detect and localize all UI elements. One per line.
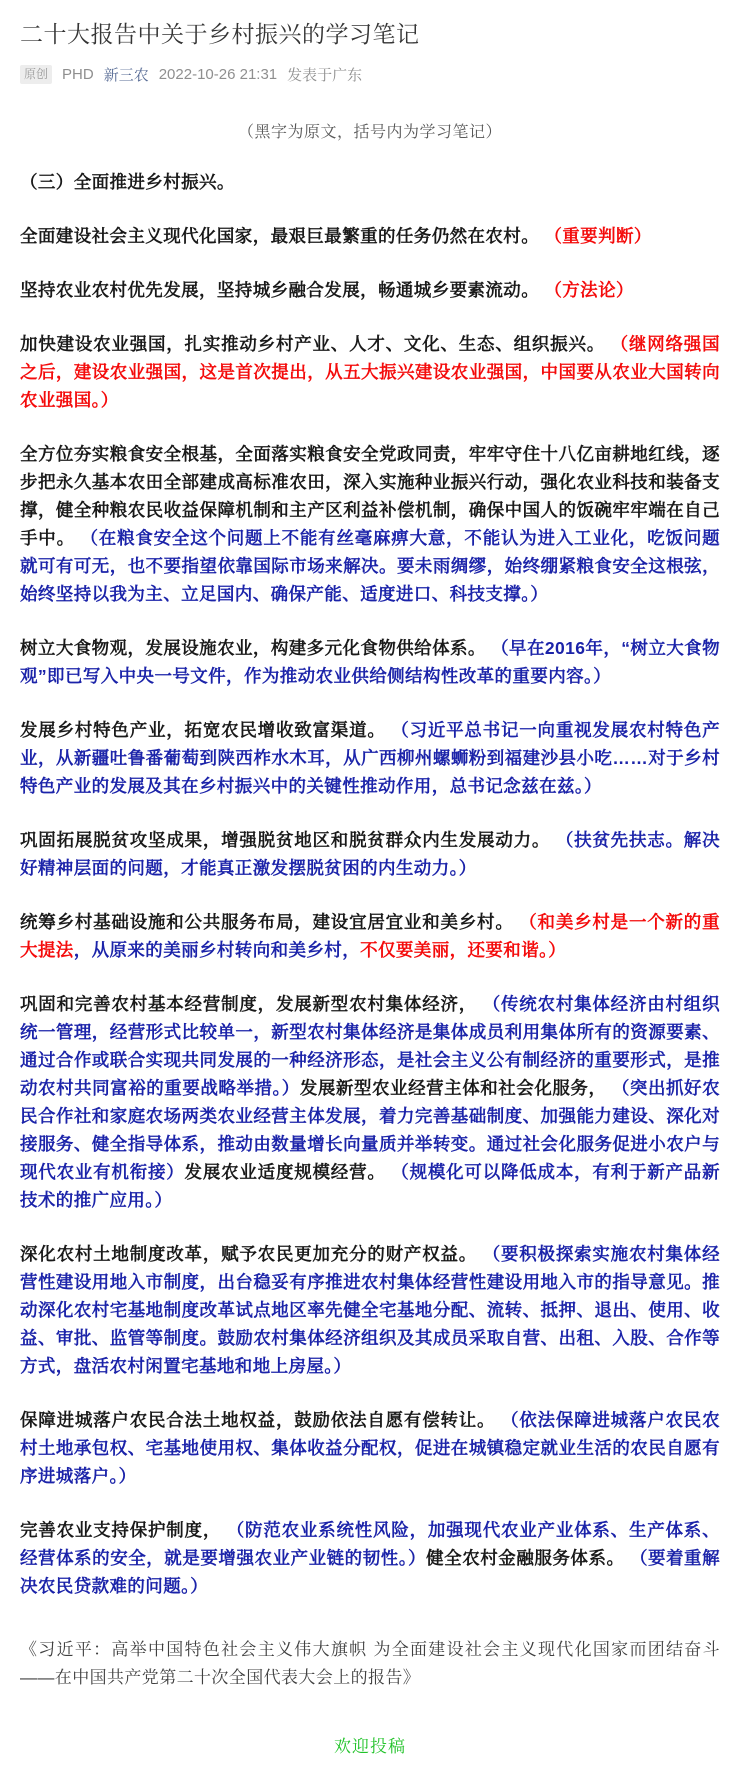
text-segment-black: 巩固拓展脱贫攻坚成果，增强脱贫地区和脱贫群众内生发展动力。: [20, 830, 551, 851]
paragraph: [20, 826, 720, 882]
paragraph: [20, 1406, 720, 1490]
publish-location: 发表于广东: [287, 67, 363, 85]
paragraph: [20, 634, 720, 690]
text-segment-blue: （扶贫先扶志。解决好精神层面的问题，才能真正激发摆脱贫困的内生动力。）: [20, 830, 720, 879]
text-segment-black: 全面建设社会主义现代化国家，最艰巨最繁重的任务仍然在农村。: [20, 226, 540, 247]
author-name: PHD: [62, 66, 94, 84]
article-body: [20, 168, 720, 1600]
paragraph: [20, 990, 720, 1214]
text-segment-blue: （在粮食安全这个问题上不能有丝毫麻痹大意，不能认为进入工业化，吃饭问题就可有可无，也不要指望依靠国际市场来解决。要未雨绸缪，始终绷紧粮食安全这根弦，始终坚持以我为主、立足国内、确保产能、适度进口、科技支撑。）: [20, 528, 721, 605]
paragraph: [20, 1240, 720, 1380]
footer: [20, 1732, 720, 1757]
text-segment-blue: （防范农业系统性风险，加强现代农业产业体系、生产体系、经营体系的安全，就是要增强农业产业链的韧性。）: [20, 1520, 720, 1569]
paragraph: [20, 440, 720, 608]
text-segment-blue: （早在2016年，“树立大食物观”即已写入中央一号文件，作为推动农业供给侧结构性改革的重要内容。）: [20, 638, 720, 687]
text-segment-red: （继网络强国之后，建设农业强国，这是首次提出，从五大振兴建设农业强国，中国要从农业大国转向农业强国。）: [20, 334, 720, 411]
submit-link[interactable]: 欢迎投稿: [334, 1737, 406, 1757]
text-segment-blue: （要着重解决农民贷款难的问题。）: [20, 1548, 720, 1597]
text-segment-black: 全方位夯实粮食安全根基，全面落实粮食安全党政同责，牢牢守住十八亿亩耕地红线，逐步把永久基本农田全部建成高标准农田，深入实施种业振兴行动，强化农业科技和装备支撑，健全种粮农民收益保障机制和主产区利益补偿机制，确保中国人的饭碗牢牢端在自己手中。: [20, 444, 720, 549]
text-segment-black: 巩固和完善农村基本经营制度，发展新型农村集体经济，: [20, 994, 478, 1015]
text-segment-black: 保障进城落户农民合法土地权益，鼓励依法自愿有偿转让。: [20, 1410, 496, 1431]
text-segment-blue: （依法保障进城落户农民农村土地承包权、宅基地使用权、集体收益分配权，促进在城镇稳定就业生活的农民自愿有序进城落户。）: [20, 1410, 720, 1487]
note-hint: （黑字为原文，括号内为学习笔记）: [237, 124, 502, 142]
paragraph: [20, 716, 720, 800]
text-segment-black: 发展乡村特色产业，拓宽农民增收致富渠道。: [20, 720, 386, 741]
text-segment-black: 加快建设农业强国，扎实推动乡村产业、人才、文化、生态、组织振兴。: [20, 334, 606, 355]
citation: 《习近平：高举中国特色社会主义伟大旗帜 为全面建设社会主义现代化国家而团结奋斗——在中国共产党第二十次全国代表大会上的报告》: [20, 1640, 720, 1688]
text-segment-black: 统筹乡村基础设施和公共服务布局，建设宜居宜业和美乡村。: [20, 912, 514, 933]
paragraph: [20, 168, 720, 196]
text-segment-blue: （传统农村集体经济由村组织统一管理，经营形式比较单一，新型农村集体经济是集体成员利用集体所有的资源要素、通过合作或联合实现共同发展的一种经济形态，是社会主义公有制经济的重要形式，是推动农村共同富裕的重要战略举措。）: [20, 994, 720, 1099]
text-segment-black: 健全农村金融服务体系。: [426, 1548, 625, 1569]
text-segment-black: 发展农业适度规模经营。: [184, 1162, 386, 1183]
text-segment-black: 深化农村土地制度改革，赋予农民更加充分的财产权益。: [20, 1244, 478, 1265]
paragraph: [20, 222, 720, 250]
text-segment-black: （三）全面推进乡村振兴。: [20, 172, 235, 193]
text-segment-blue: （要积极探索实施农村集体经营性建设用地入市制度，出台稳妥有序推进农村集体经营性建设用地入市的指导意见。推动深化农村宅基地制度改革试点地区率先健全宅基地分配、流转、抵押、退出、使用、收益、审批、监管等制度。鼓励农村集体经济组织及其成员采取自营、出租、入股、合作等方式，盘活农村闲置宅基地和地上房屋。）: [20, 1244, 720, 1377]
page-title: 二十大报告中关于乡村振兴的学习笔记: [20, 21, 420, 47]
paragraph: [20, 330, 720, 414]
text-segment-blue: ，从原来的美丽乡村转向和美乡村，: [73, 940, 361, 961]
text-segment-black: 坚持农业农村优先发展，坚持城乡融合发展，畅通城乡要素流动。: [20, 280, 540, 301]
paragraph: [20, 908, 720, 964]
text-segment-red: 不仅要美丽，还要和谐。）: [360, 940, 567, 961]
text-segment-black: 树立大食物观，发展设施农业，构建多元化食物供给体系。: [20, 638, 486, 659]
text-segment-blue: （习近平总书记一向重视发展农村特色产业，从新疆吐鲁番葡萄到陕西柞水木耳，从广西柳州螺蛳粉到福建沙县小吃……对于乡村特色产业的发展及其在乡村振兴中的关键性推动作用，总书记念兹在兹。）: [20, 720, 721, 797]
text-segment-blue: （突出抓好农民合作社和家庭农场两类农业经营主体发展，着力完善基础制度、加强能力建设、深化对接服务、健全指导体系，推动由数量增长向量质并举转变。通过社会化服务促进小农户与现代农业有机衔接）: [20, 1078, 720, 1183]
paragraph: [20, 1516, 720, 1600]
article-meta: [20, 64, 720, 85]
account-link[interactable]: 新三农: [103, 67, 149, 85]
text-segment-black: 完善农业支持保护制度，: [20, 1520, 222, 1541]
original-badge: 原创: [20, 65, 52, 84]
text-segment-blue: （规模化可以降低成本，有利于新产品新技术的推广应用。）: [20, 1162, 720, 1211]
text-segment-red: （和美乡村是一个新的重大提法: [20, 912, 720, 961]
text-segment-red: （重要判断）: [539, 226, 652, 247]
text-segment-red: （方法论）: [539, 280, 634, 301]
paragraph: [20, 276, 720, 304]
text-segment-black: 发展新型农业经营主体和社会化服务，: [299, 1078, 607, 1099]
publish-datetime: 2022-10-26 21:31: [158, 66, 278, 84]
